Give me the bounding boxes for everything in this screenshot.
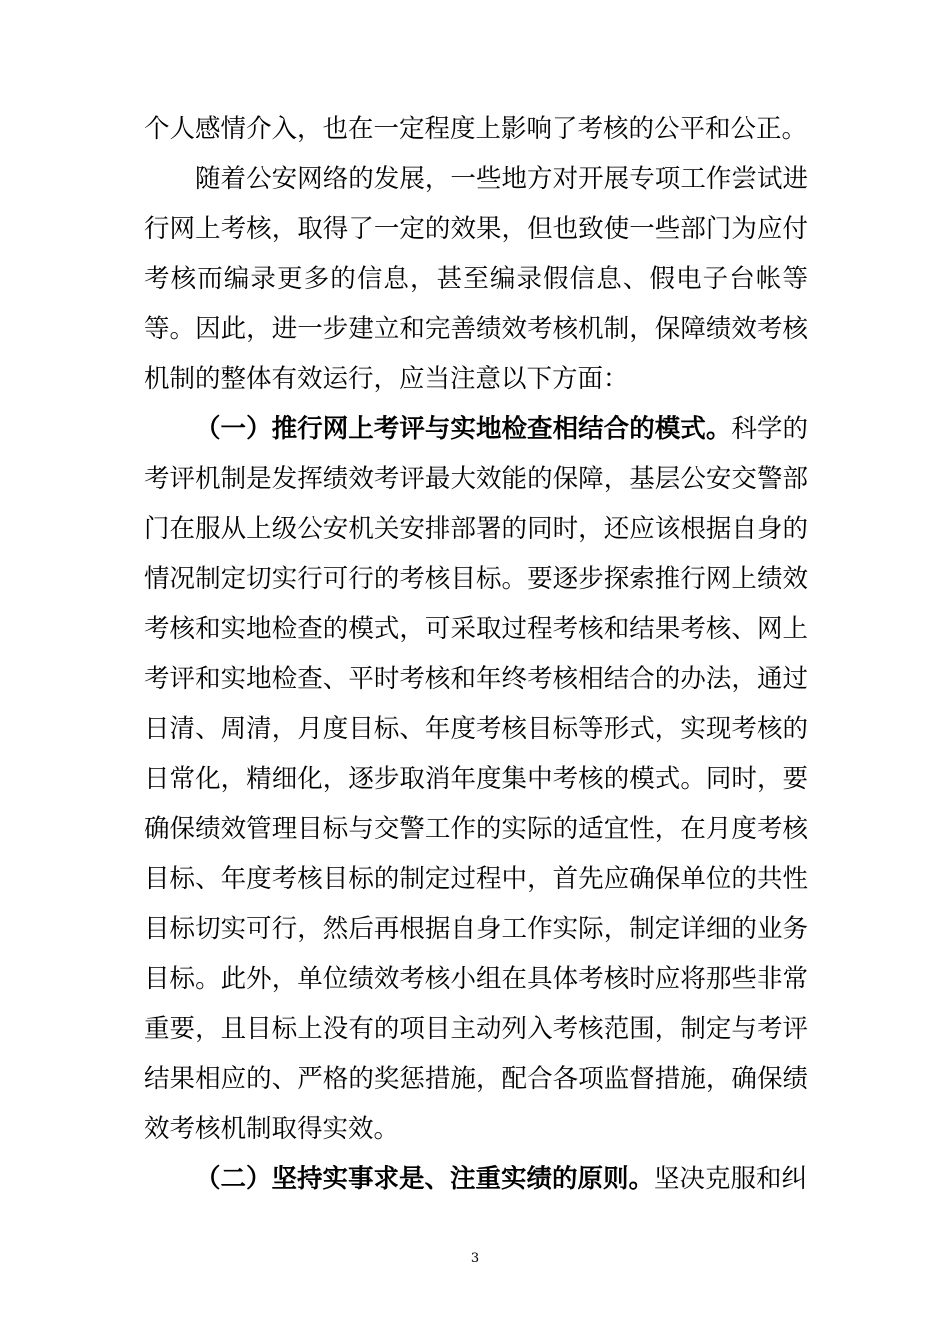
paragraph-continuation: 个人感情介入，也在一定程度上影响了考核的公平和公正。 [144, 114, 808, 144]
page-number: 3 [470, 1251, 480, 1266]
section-two-heading: （二）坚持实事求是、注重实绩的原则。 [195, 1164, 655, 1194]
paragraph-section-one [144, 404, 808, 1154]
section-one-body: 科学的考评机制是发挥绩效考评最大效能的保障，基层公安交警部门在服从上级公安机关安排部署的同时，还应该根据自身的情况制定切实行可行的考核目标。要逐步探索推行网上绩效考核和实地检查的模式，可采取过程考核和结果考核、网上考评和实地检查、平时考核和年终考核相结合的办法，通过日清、周清，月度目标、年度考核目标等形式，实现考核的日常化，精细化，逐步取消年度集中考核的模式。同时，要确保绩效管理目标与交警工作的实际的适宜性，在月度考核目标、年度考核目标的制定过程中，首先应确保单位的共性目标切实可行，然后再根据自身工作实际，制定详细的业务目标。此外，单位绩效考核小组在具体考核时应将那些非常重要，且目标上没有的项目主动列入考核范围，制定与考评结果相应的、严格的奖惩措施，配合各项监督措施，确保绩效考核机制取得实效。 [144, 414, 808, 1144]
paragraph-section-two [144, 1154, 808, 1204]
paragraph-intro: 随着公安网络的发展，一些地方对开展专项工作尝试进行网上考核，取得了一定的效果，但也致使一些部门为应付考核而编录更多的信息，甚至编录假信息、假电子台帐等等。因此，进一步建立和完善绩效考核机制，保障绩效考核机制的整体有效运行，应当注意以下方面： [144, 164, 808, 394]
section-one-heading: （一）推行网上考评与实地检查相结合的模式。 [195, 414, 732, 444]
document-body [144, 104, 808, 1204]
section-two-body: 坚决克服和纠 [654, 1164, 808, 1194]
